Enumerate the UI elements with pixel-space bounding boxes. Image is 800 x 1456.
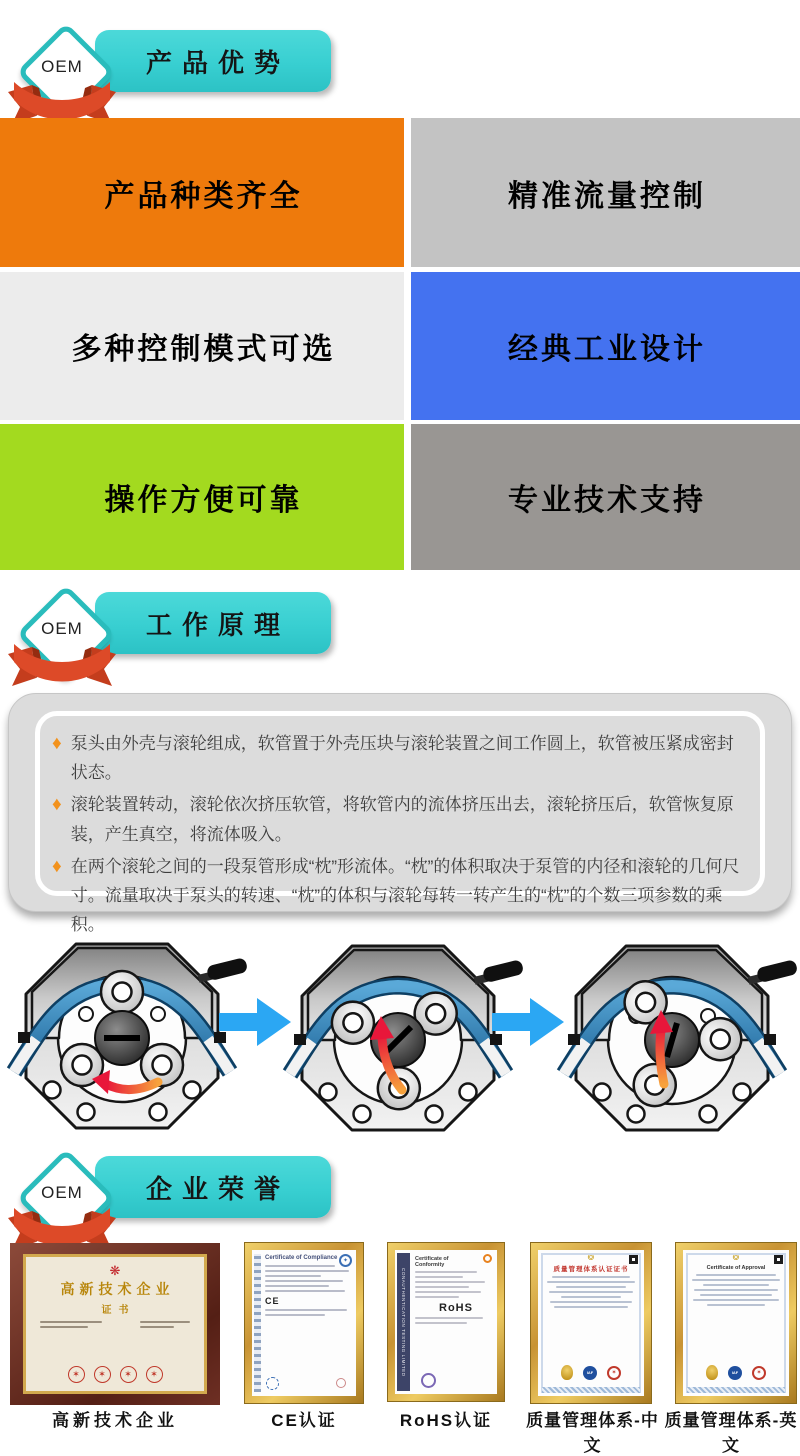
certificate-hitech-plaque [10, 1243, 220, 1405]
certificate-caption: CE认证 [271, 1411, 337, 1430]
advantage-tile-6 [411, 424, 800, 570]
oem-label: OEM [41, 619, 83, 638]
qms-title: 质量管理体系认证证书 [553, 1266, 629, 1273]
rohs-title: Certificate of Conformity [415, 1256, 449, 1268]
advantage-tile-2 [411, 118, 800, 267]
advantage-tile-5 [0, 424, 404, 570]
advantage-tile-4 [411, 272, 800, 420]
oem-label: OEM [41, 1183, 83, 1202]
certificate-caption: RoHS认证 [399, 1411, 493, 1430]
certificate-rohs [388, 1243, 504, 1401]
flow-arrow-icon [660, 1030, 664, 1084]
clamp-lever-icon [472, 959, 524, 986]
certificate-qms-cn [531, 1243, 651, 1403]
advantage-tile-3 [0, 272, 404, 420]
diamond-bullet-icon: ♦ [52, 855, 62, 877]
bullet-text: 滚轮装置转动，滚轮依次挤压软管，将软管内的流体挤压出去，滚轮挤压后，软管恢复原装，产生真空，将流体吸入。 [70, 795, 734, 844]
advantage-label: 专业技术支持 [508, 484, 706, 517]
section-header-honors [0, 1140, 345, 1252]
certificate-caption: 质量管理体系-英文 [664, 1411, 798, 1455]
plaque-title: 高新技术企业 [60, 1281, 175, 1297]
round-badge-icon: ✦ [339, 1254, 352, 1267]
certificate-ce [245, 1243, 363, 1403]
red-seal-icon: ✶ [146, 1366, 163, 1383]
gold-seal-icon [706, 1365, 718, 1380]
hatch-band [687, 1387, 785, 1393]
advantage-label: 产品种类齐全 [104, 179, 303, 213]
section-banner [95, 30, 331, 92]
advantage-tile-1 [0, 118, 404, 267]
certificate-caption: 质量管理体系-中文 [526, 1411, 659, 1455]
advantage-label: 经典工业设计 [508, 333, 706, 366]
pump-working-diagram [0, 928, 800, 1143]
oem-badge [12, 18, 112, 122]
advantage-label: 操作方便可靠 [104, 484, 303, 517]
rohs-side-strip: CONAUTHENTICATION TESTING LIMITED [397, 1253, 410, 1391]
section-banner [95, 592, 331, 654]
clamp-lever-icon [746, 959, 798, 986]
qr-code-icon [629, 1255, 638, 1264]
plaque-seals [68, 1366, 163, 1383]
qms-title: Certificate of Approval [706, 1265, 766, 1271]
iaf-seal-icon: IAF [728, 1366, 742, 1380]
ce-side-strip [254, 1254, 261, 1392]
bullet-text: 在两个滚轮之间的一段泵管形成“枕”形流体。“枕”的体积取决于泵管的内径和滚轮的几何尺寸。流量取决于泵头的转速、“枕”的体积与滚轮每转一转产生的“枕”的个数三项参数的乘积。 [70, 856, 740, 935]
diamond-bullet-icon: ♦ [52, 733, 62, 754]
section-banner [95, 1156, 331, 1218]
oem-label: OEM [41, 57, 83, 76]
red-seal-icon: ✶ [752, 1366, 766, 1380]
iaf-seal-icon: IAF [583, 1366, 597, 1380]
purple-seal-icon [421, 1373, 436, 1388]
clamp-lever-icon [196, 957, 248, 984]
rohs-mark: RoHS [439, 1302, 473, 1314]
red-seal-icon: ✶ [68, 1366, 85, 1383]
principle-bullet-2 [52, 790, 746, 848]
diamond-bullet-icon: ♦ [52, 794, 62, 816]
certificate-qms-en [676, 1243, 796, 1403]
section-header-principle [0, 576, 345, 688]
ce-page [252, 1250, 356, 1396]
principle-panel-inner [35, 711, 765, 935]
plaque-inner [23, 1254, 207, 1394]
lab-logo-icon [483, 1254, 492, 1263]
pump-step-1 [14, 944, 248, 1128]
section-title: 企业荣誉 [145, 1173, 290, 1204]
blue-seal-icon [266, 1377, 279, 1390]
plaque-emblem-icon: ❋ [109, 1263, 121, 1278]
red-seal-icon: ✶ [120, 1366, 137, 1383]
qr-code-icon [774, 1255, 783, 1264]
plaque-text-lines [40, 1321, 189, 1328]
red-seal-icon: ✶ [607, 1366, 621, 1380]
pump-step-3 [564, 946, 798, 1130]
oem-badge [12, 580, 112, 684]
advantage-label: 多种控制模式可选 [71, 333, 336, 366]
section-header-advantages [0, 14, 345, 126]
plaque-subtitle: 证书 [101, 1305, 136, 1316]
hatch-band [542, 1387, 640, 1393]
gold-seal-icon [561, 1365, 573, 1380]
step-arrow-icon [492, 998, 564, 1046]
section-title: 工作原理 [145, 609, 290, 640]
ce-mark: CE [265, 1296, 280, 1307]
emblem-icon: ❂ [732, 1253, 740, 1262]
pump-step-2 [290, 946, 524, 1130]
qms-page [683, 1250, 789, 1396]
emblem-icon: ❂ [587, 1253, 595, 1262]
red-seal-icon [336, 1378, 346, 1388]
rohs-page [395, 1250, 497, 1394]
oem-badge [12, 1144, 112, 1248]
principle-bullet-3 [52, 852, 746, 940]
red-seal-icon: ✶ [94, 1366, 111, 1383]
step-arrow-icon [219, 998, 291, 1046]
seal-row [538, 1365, 644, 1380]
seal-row [683, 1365, 789, 1380]
certificate-caption: 高新技术企业 [52, 1411, 178, 1430]
ce-title: Certificate of Compliance [265, 1255, 338, 1261]
section-title: 产品优势 [145, 47, 290, 78]
bullet-text: 泵头由外壳与滚轮组成，软管置于外壳压块与滚轮装置之间工作圆上，软管被压紧成密封状态。 [70, 734, 734, 783]
principle-panel [8, 693, 792, 935]
principle-bullet-1 [52, 729, 746, 787]
advantage-label: 精准流量控制 [508, 179, 706, 213]
qms-page [538, 1250, 644, 1396]
